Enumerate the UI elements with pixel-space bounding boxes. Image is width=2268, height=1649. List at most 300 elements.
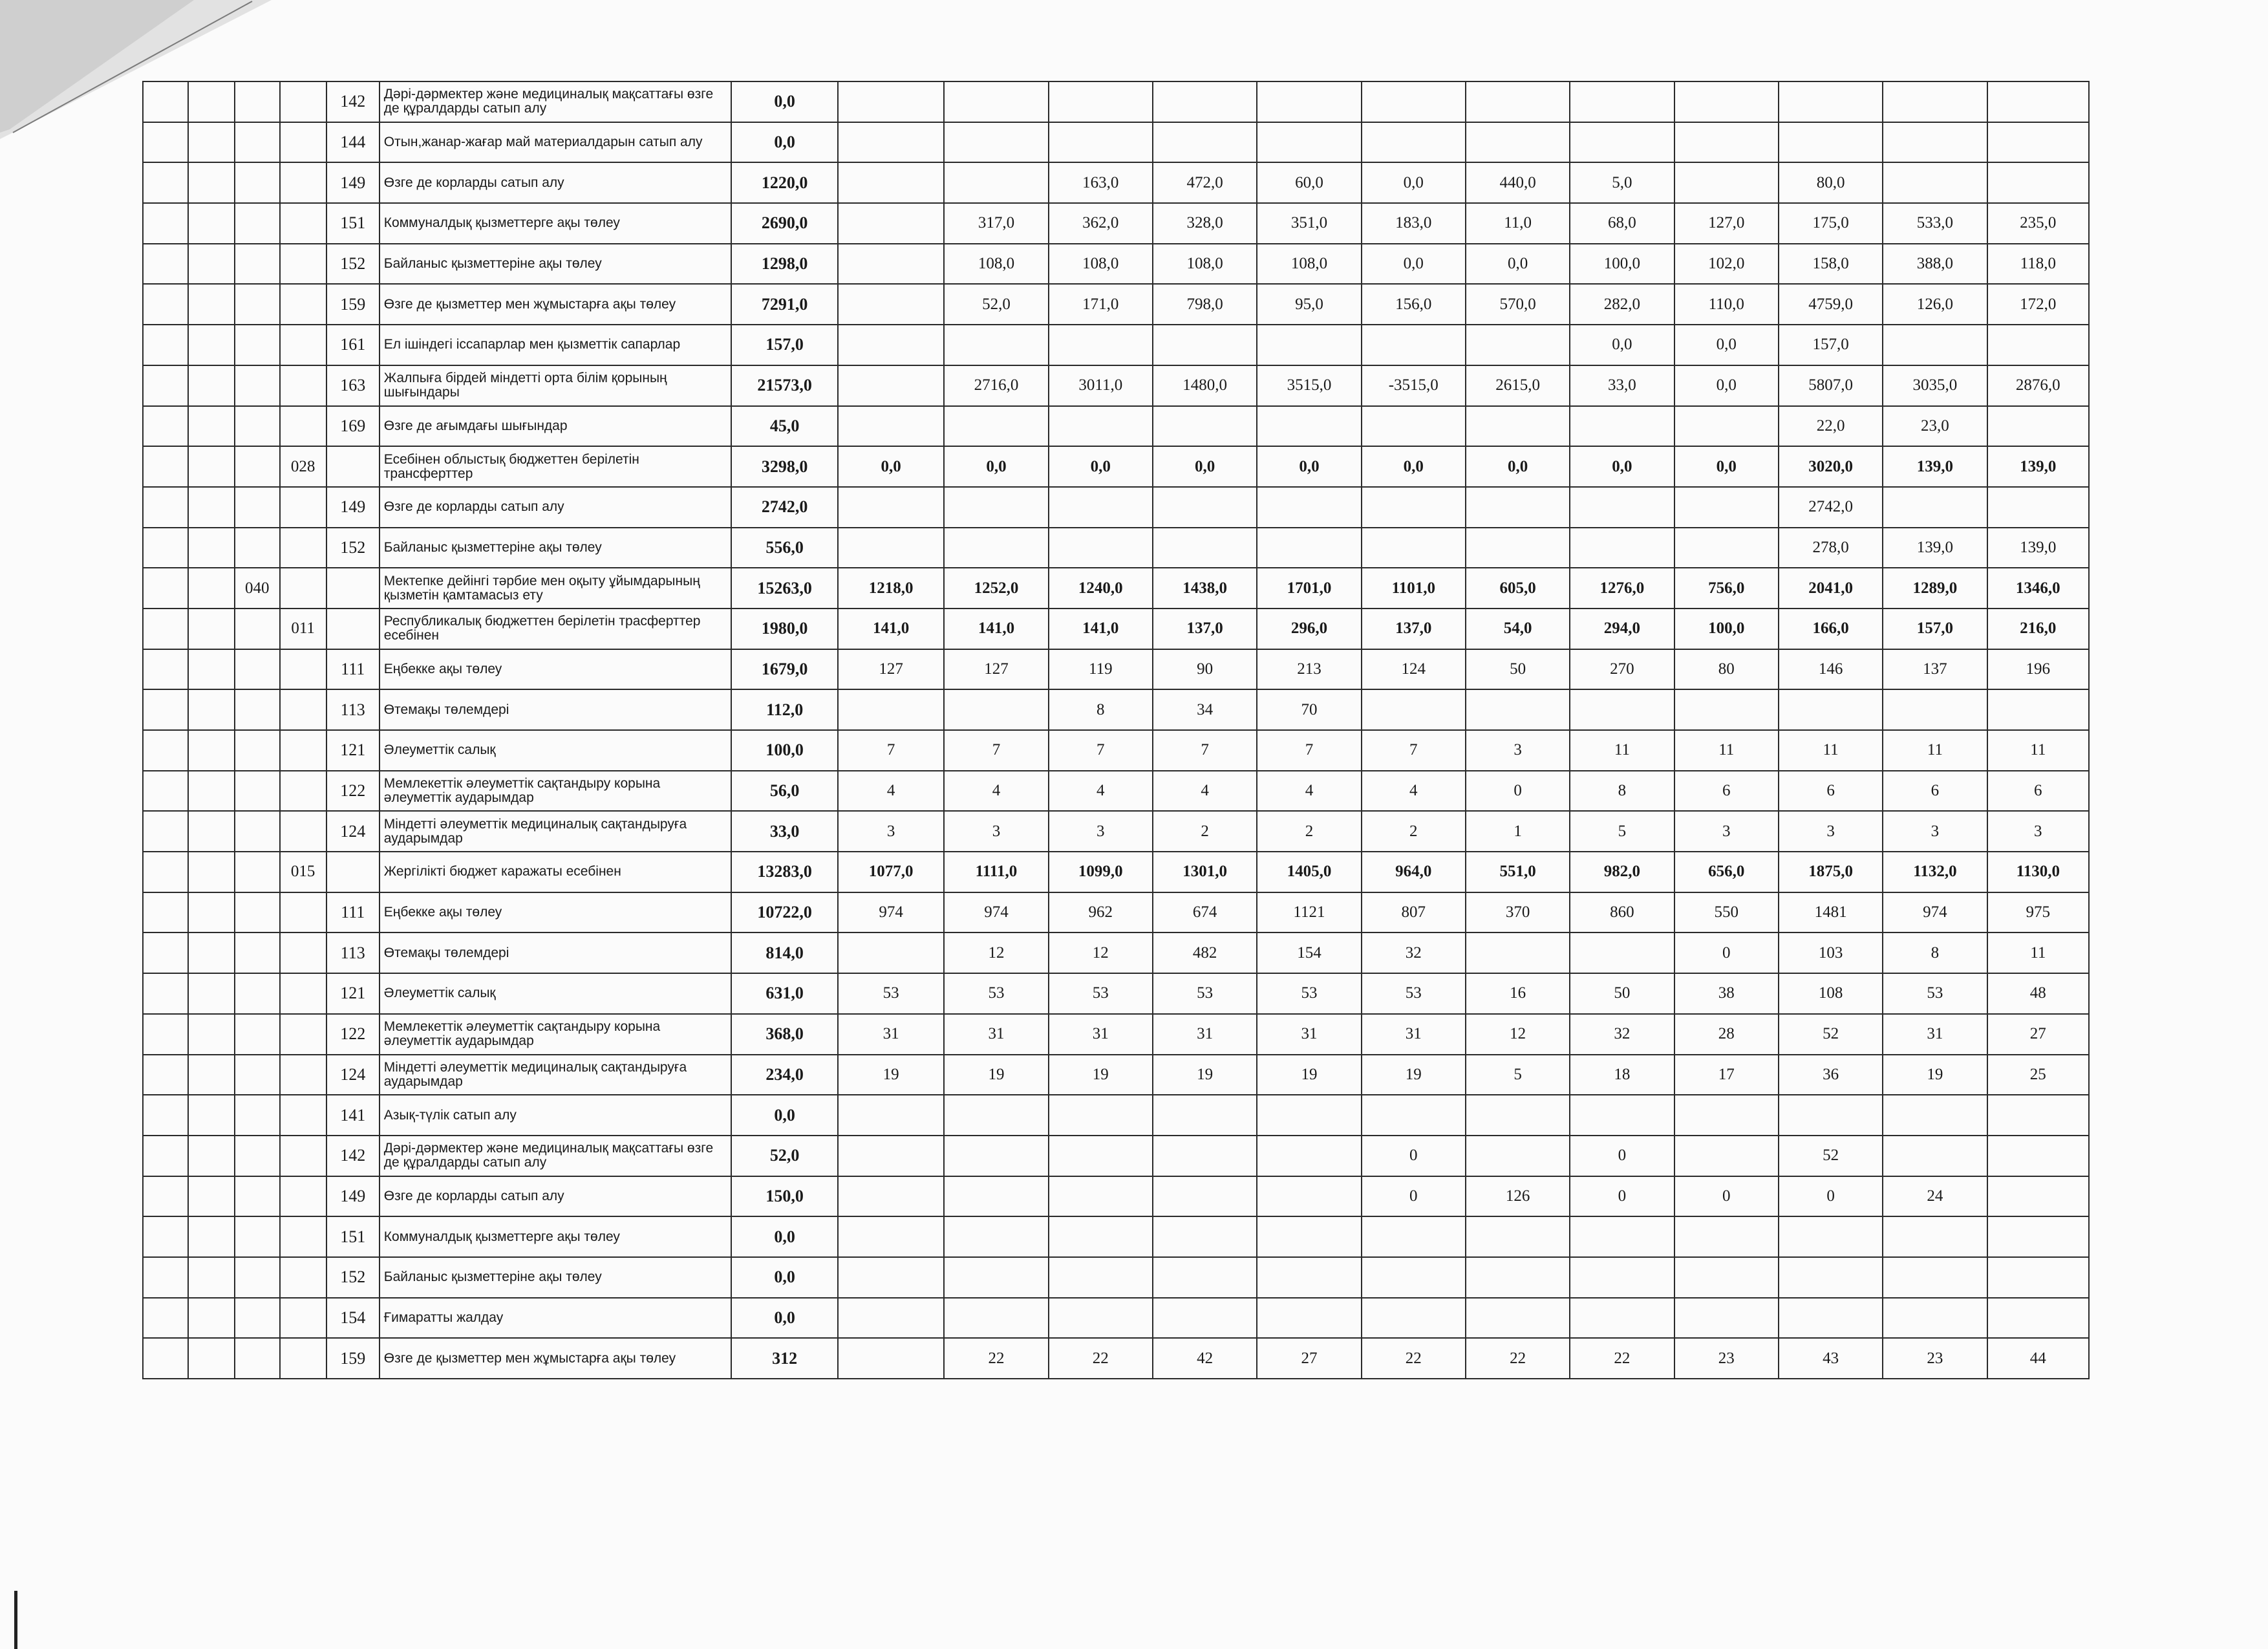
month-value-cell: 0,0 — [1674, 365, 1779, 406]
group-code-cell — [188, 811, 235, 852]
month-value-cell: 0 — [1674, 932, 1779, 973]
month-value-cell — [1049, 1257, 1153, 1298]
month-value-cell — [1674, 1298, 1779, 1339]
table-row — [143, 771, 2089, 812]
group-code-cell — [188, 203, 235, 244]
subprogram-code-cell — [280, 365, 326, 406]
item-name-cell: Еңбекке ақы төлеу — [380, 892, 732, 933]
month-value-cell: 53 — [1883, 973, 1987, 1014]
specifier-code-cell: 111 — [326, 649, 380, 690]
month-value-cell: 1480,0 — [1153, 365, 1257, 406]
month-value-cell: 166,0 — [1779, 609, 1883, 649]
month-value-cell: 3 — [838, 811, 944, 852]
group-code-cell — [188, 81, 235, 122]
total-cell: 10722,0 — [731, 892, 837, 933]
program-code-cell — [235, 1216, 280, 1257]
month-value-cell — [1362, 1095, 1466, 1136]
program-code-cell — [235, 1136, 280, 1176]
month-value-cell — [1987, 1095, 2089, 1136]
month-value-cell: 19 — [1362, 1055, 1466, 1095]
month-value-cell: 4 — [1049, 771, 1153, 812]
month-value-cell: 235,0 — [1987, 203, 2089, 244]
item-name-cell: Байланыс қызметтеріне ақы төлеу — [380, 1257, 732, 1298]
specifier-code-cell: 124 — [326, 1055, 380, 1095]
month-value-cell — [1466, 406, 1570, 447]
specifier-code-cell: 121 — [326, 730, 380, 771]
item-name-cell: Байланыс қызметтеріне ақы төлеу — [380, 528, 732, 568]
month-value-cell: 1346,0 — [1987, 568, 2089, 609]
group-code-cell — [188, 892, 235, 933]
month-value-cell — [1779, 1257, 1883, 1298]
month-value-cell: 4 — [1153, 771, 1257, 812]
month-value-cell: 1240,0 — [1049, 568, 1153, 609]
month-value-cell: 19 — [944, 1055, 1048, 1095]
month-value-cell — [1466, 1257, 1570, 1298]
month-value-cell: 12 — [944, 932, 1048, 973]
table-row — [143, 284, 2089, 325]
month-value-cell — [1049, 1298, 1153, 1339]
month-value-cell: 110,0 — [1674, 284, 1779, 325]
month-value-cell: 16 — [1466, 973, 1570, 1014]
program-code-cell — [235, 122, 280, 163]
month-value-cell — [1257, 1095, 1361, 1136]
item-name-cell: Жалпыға бірдей міндетті орта білім қорының шығындары — [380, 365, 732, 406]
month-value-cell: 118,0 — [1987, 244, 2089, 285]
month-value-cell: 3035,0 — [1883, 365, 1987, 406]
month-value-cell — [1883, 1216, 1987, 1257]
month-value-cell: 139,0 — [1883, 528, 1987, 568]
month-value-cell — [1362, 487, 1466, 528]
month-value-cell — [1153, 325, 1257, 365]
month-value-cell — [838, 1176, 944, 1217]
month-value-cell: 270 — [1570, 649, 1674, 690]
month-value-cell — [1674, 162, 1779, 203]
month-value-cell: 2876,0 — [1987, 365, 2089, 406]
month-value-cell: 982,0 — [1570, 852, 1674, 892]
month-value-cell: 22 — [944, 1338, 1048, 1379]
month-value-cell — [1153, 1176, 1257, 1217]
month-value-cell: 1481 — [1779, 892, 1883, 933]
month-value-cell: 139,0 — [1987, 528, 2089, 568]
subprogram-code-cell: 028 — [280, 446, 326, 487]
month-value-cell — [1257, 325, 1361, 365]
program-code-cell — [235, 284, 280, 325]
table-row — [143, 81, 2089, 122]
month-value-cell: 48 — [1987, 973, 2089, 1014]
month-value-cell: 0,0 — [1674, 325, 1779, 365]
month-value-cell: 0,0 — [838, 446, 944, 487]
month-value-cell — [1466, 1298, 1570, 1339]
month-value-cell: 6 — [1883, 771, 1987, 812]
blank-cell — [143, 406, 188, 447]
month-value-cell — [1987, 487, 2089, 528]
table-body — [143, 81, 2089, 1379]
month-value-cell: 4 — [1257, 771, 1361, 812]
month-value-cell: 163,0 — [1049, 162, 1153, 203]
month-value-cell — [944, 1095, 1048, 1136]
subprogram-code-cell — [280, 81, 326, 122]
month-value-cell — [1049, 122, 1153, 163]
month-value-cell: 974 — [944, 892, 1048, 933]
month-value-cell — [838, 162, 944, 203]
month-value-cell: -3515,0 — [1362, 365, 1466, 406]
month-value-cell: 8 — [1883, 932, 1987, 973]
group-code-cell — [188, 162, 235, 203]
month-value-cell — [1883, 325, 1987, 365]
month-value-cell: 12 — [1049, 932, 1153, 973]
specifier-code-cell: 151 — [326, 203, 380, 244]
total-cell: 7291,0 — [731, 284, 837, 325]
month-value-cell: 158,0 — [1779, 244, 1883, 285]
specifier-code-cell: 159 — [326, 284, 380, 325]
table-row — [143, 649, 2089, 690]
month-value-cell: 183,0 — [1362, 203, 1466, 244]
month-value-cell: 0,0 — [1153, 446, 1257, 487]
blank-cell — [143, 487, 188, 528]
month-value-cell: 296,0 — [1257, 609, 1361, 649]
month-value-cell — [1257, 1298, 1361, 1339]
month-value-cell — [944, 1257, 1048, 1298]
month-value-cell — [838, 284, 944, 325]
item-name-cell: Еңбекке ақы төлеу — [380, 649, 732, 690]
month-value-cell: 1252,0 — [944, 568, 1048, 609]
month-value-cell — [1153, 528, 1257, 568]
month-value-cell — [1883, 689, 1987, 730]
group-code-cell — [188, 244, 235, 285]
month-value-cell: 0 — [1570, 1176, 1674, 1217]
item-name-cell: Байланыс қызметтеріне ақы төлеу — [380, 244, 732, 285]
month-value-cell: 570,0 — [1466, 284, 1570, 325]
month-value-cell — [1987, 81, 2089, 122]
blank-cell — [143, 122, 188, 163]
blank-cell — [143, 446, 188, 487]
month-value-cell: 7 — [1049, 730, 1153, 771]
item-name-cell: Міндетті әлеуметтік медициналық сақтандыруға аударымдар — [380, 1055, 732, 1095]
specifier-code-cell: 111 — [326, 892, 380, 933]
item-name-cell: Ғимаратты жалдау — [380, 1298, 732, 1339]
month-value-cell: 0 — [1674, 1176, 1779, 1217]
subprogram-code-cell — [280, 649, 326, 690]
subprogram-code-cell — [280, 1136, 326, 1176]
table-row — [143, 1338, 2089, 1379]
month-value-cell: 60,0 — [1257, 162, 1361, 203]
month-value-cell: 28 — [1674, 1014, 1779, 1055]
month-value-cell — [944, 1136, 1048, 1176]
blank-cell — [143, 325, 188, 365]
blank-cell — [143, 1257, 188, 1298]
month-value-cell: 154 — [1257, 932, 1361, 973]
month-value-cell: 137,0 — [1153, 609, 1257, 649]
blank-cell — [143, 203, 188, 244]
table-row — [143, 203, 2089, 244]
table-row — [143, 1176, 2089, 1217]
subprogram-code-cell — [280, 771, 326, 812]
month-value-cell — [838, 203, 944, 244]
month-value-cell: 42 — [1153, 1338, 1257, 1379]
month-value-cell: 0,0 — [1362, 244, 1466, 285]
month-value-cell — [838, 528, 944, 568]
specifier-code-cell: 152 — [326, 244, 380, 285]
month-value-cell — [944, 122, 1048, 163]
program-code-cell — [235, 325, 280, 365]
month-value-cell: 0,0 — [1362, 446, 1466, 487]
month-value-cell: 3 — [1987, 811, 2089, 852]
month-value-cell: 27 — [1257, 1338, 1361, 1379]
item-name-cell: Есебінен облыстық бюджеттен берілетін трансферттер — [380, 446, 732, 487]
total-cell: 0,0 — [731, 1216, 837, 1257]
month-value-cell — [1570, 1216, 1674, 1257]
blank-cell — [143, 528, 188, 568]
subprogram-code-cell — [280, 1257, 326, 1298]
blank-cell — [143, 162, 188, 203]
month-value-cell: 127 — [838, 649, 944, 690]
month-value-cell — [1153, 122, 1257, 163]
total-cell: 157,0 — [731, 325, 837, 365]
month-value-cell — [838, 365, 944, 406]
table-row — [143, 973, 2089, 1014]
month-value-cell — [1570, 932, 1674, 973]
group-code-cell — [188, 1176, 235, 1217]
month-value-cell: 19 — [1153, 1055, 1257, 1095]
month-value-cell: 22 — [1570, 1338, 1674, 1379]
month-value-cell — [1153, 81, 1257, 122]
specifier-code-cell: 142 — [326, 1136, 380, 1176]
month-value-cell — [1362, 689, 1466, 730]
specifier-code-cell: 113 — [326, 932, 380, 973]
table-row — [143, 487, 2089, 528]
month-value-cell: 551,0 — [1466, 852, 1570, 892]
program-code-cell — [235, 1095, 280, 1136]
month-value-cell — [1674, 528, 1779, 568]
table-row — [143, 162, 2089, 203]
month-value-cell — [1466, 528, 1570, 568]
month-value-cell — [1466, 122, 1570, 163]
program-code-cell — [235, 244, 280, 285]
month-value-cell: 23 — [1674, 1338, 1779, 1379]
total-cell: 13283,0 — [731, 852, 837, 892]
month-value-cell: 4759,0 — [1779, 284, 1883, 325]
month-value-cell — [1987, 1176, 2089, 1217]
subprogram-code-cell — [280, 1216, 326, 1257]
month-value-cell — [1674, 689, 1779, 730]
month-value-cell: 141,0 — [838, 609, 944, 649]
blank-cell — [143, 1014, 188, 1055]
total-cell: 112,0 — [731, 689, 837, 730]
month-value-cell: 2 — [1153, 811, 1257, 852]
item-name-cell: Дәрі-дәрмектер және медициналық мақсаттағы өзге де құралдарды сатып алу — [380, 81, 732, 122]
subprogram-code-cell — [280, 284, 326, 325]
month-value-cell — [1362, 1216, 1466, 1257]
month-value-cell — [1570, 689, 1674, 730]
month-value-cell: 1289,0 — [1883, 568, 1987, 609]
item-name-cell: Өзге де қызметтер мен жұмыстарға ақы төлеу — [380, 1338, 732, 1379]
group-code-cell — [188, 568, 235, 609]
month-value-cell — [1570, 1095, 1674, 1136]
blank-cell — [143, 730, 188, 771]
month-value-cell: 3020,0 — [1779, 446, 1883, 487]
month-value-cell — [1987, 122, 2089, 163]
month-value-cell: 0 — [1779, 1176, 1883, 1217]
month-value-cell: 3 — [1779, 811, 1883, 852]
month-value-cell: 974 — [1883, 892, 1987, 933]
month-value-cell — [1779, 689, 1883, 730]
month-value-cell: 53 — [838, 973, 944, 1014]
month-value-cell: 7 — [1257, 730, 1361, 771]
month-value-cell — [1257, 1257, 1361, 1298]
month-value-cell — [1153, 406, 1257, 447]
month-value-cell — [1987, 162, 2089, 203]
month-value-cell: 1875,0 — [1779, 852, 1883, 892]
program-code-cell — [235, 162, 280, 203]
blank-cell — [143, 811, 188, 852]
group-code-cell — [188, 284, 235, 325]
month-value-cell: 0,0 — [1257, 446, 1361, 487]
item-name-cell: Жергілікті бюджет каражаты есебінен — [380, 852, 732, 892]
subprogram-code-cell — [280, 1055, 326, 1095]
month-value-cell: 0,0 — [1674, 446, 1779, 487]
month-value-cell: 1121 — [1257, 892, 1361, 933]
month-value-cell: 36 — [1779, 1055, 1883, 1095]
month-value-cell: 54,0 — [1466, 609, 1570, 649]
month-value-cell — [944, 406, 1048, 447]
month-value-cell — [1049, 1095, 1153, 1136]
subprogram-code-cell — [280, 203, 326, 244]
month-value-cell: 2 — [1362, 811, 1466, 852]
month-value-cell — [944, 1216, 1048, 1257]
month-value-cell: 2716,0 — [944, 365, 1048, 406]
month-value-cell — [1049, 1216, 1153, 1257]
month-value-cell — [944, 325, 1048, 365]
month-value-cell: 102,0 — [1674, 244, 1779, 285]
program-code-cell — [235, 1055, 280, 1095]
month-value-cell: 0 — [1362, 1136, 1466, 1176]
month-value-cell — [1049, 1176, 1153, 1217]
month-value-cell — [1257, 1216, 1361, 1257]
month-value-cell — [944, 487, 1048, 528]
month-value-cell: 80,0 — [1779, 162, 1883, 203]
month-value-cell: 11 — [1883, 730, 1987, 771]
subprogram-code-cell — [280, 932, 326, 973]
month-value-cell — [944, 81, 1048, 122]
month-value-cell: 0,0 — [1362, 162, 1466, 203]
specifier-code-cell: 152 — [326, 528, 380, 568]
month-value-cell: 33,0 — [1570, 365, 1674, 406]
month-value-cell — [1987, 1298, 2089, 1339]
month-value-cell — [1049, 487, 1153, 528]
month-value-cell — [1987, 1216, 2089, 1257]
specifier-code-cell: 149 — [326, 1176, 380, 1217]
month-value-cell: 80 — [1674, 649, 1779, 690]
month-value-cell: 70 — [1257, 689, 1361, 730]
month-value-cell — [944, 689, 1048, 730]
program-code-cell — [235, 730, 280, 771]
month-value-cell: 1438,0 — [1153, 568, 1257, 609]
month-value-cell: 52,0 — [944, 284, 1048, 325]
month-value-cell: 23 — [1883, 1338, 1987, 1379]
program-code-cell — [235, 811, 280, 852]
month-value-cell: 137 — [1883, 649, 1987, 690]
group-code-cell — [188, 406, 235, 447]
specifier-code-cell: 141 — [326, 1095, 380, 1136]
month-value-cell: 31 — [1883, 1014, 1987, 1055]
blank-cell — [143, 81, 188, 122]
specifier-code-cell: 161 — [326, 325, 380, 365]
month-value-cell: 974 — [838, 892, 944, 933]
subprogram-code-cell — [280, 1014, 326, 1055]
subprogram-code-cell — [280, 528, 326, 568]
table-row — [143, 122, 2089, 163]
month-value-cell: 31 — [944, 1014, 1048, 1055]
month-value-cell — [1779, 1216, 1883, 1257]
specifier-code-cell: 124 — [326, 811, 380, 852]
item-name-cell: Ел ішіндегі іссапарлар мен қызметтік сапарлар — [380, 325, 732, 365]
month-value-cell — [1883, 81, 1987, 122]
month-value-cell — [1779, 1298, 1883, 1339]
month-value-cell: 1077,0 — [838, 852, 944, 892]
month-value-cell — [838, 406, 944, 447]
month-value-cell — [1987, 406, 2089, 447]
month-value-cell: 52 — [1779, 1136, 1883, 1176]
group-code-cell — [188, 1298, 235, 1339]
month-value-cell — [1987, 1136, 2089, 1176]
specifier-code-cell: 152 — [326, 1257, 380, 1298]
month-value-cell: 6 — [1674, 771, 1779, 812]
month-value-cell: 31 — [1049, 1014, 1153, 1055]
group-code-cell — [188, 852, 235, 892]
month-value-cell: 1099,0 — [1049, 852, 1153, 892]
total-cell: 0,0 — [731, 81, 837, 122]
total-cell: 45,0 — [731, 406, 837, 447]
month-value-cell — [1362, 122, 1466, 163]
month-value-cell: 798,0 — [1153, 284, 1257, 325]
program-code-cell: 040 — [235, 568, 280, 609]
month-value-cell: 656,0 — [1674, 852, 1779, 892]
month-value-cell: 7 — [838, 730, 944, 771]
month-value-cell: 34 — [1153, 689, 1257, 730]
subprogram-code-cell — [280, 1298, 326, 1339]
month-value-cell — [1570, 1257, 1674, 1298]
item-name-cell: Әлеуметтік салық — [380, 730, 732, 771]
subprogram-code-cell — [280, 325, 326, 365]
month-value-cell: 103 — [1779, 932, 1883, 973]
month-value-cell: 38 — [1674, 973, 1779, 1014]
table-row — [143, 932, 2089, 973]
month-value-cell: 317,0 — [944, 203, 1048, 244]
month-value-cell: 19 — [1257, 1055, 1361, 1095]
month-value-cell: 5,0 — [1570, 162, 1674, 203]
total-cell: 21573,0 — [731, 365, 837, 406]
table-row — [143, 1014, 2089, 1055]
blank-cell — [143, 852, 188, 892]
month-value-cell — [1674, 1257, 1779, 1298]
month-value-cell: 482 — [1153, 932, 1257, 973]
subprogram-code-cell — [280, 122, 326, 163]
subprogram-code-cell — [280, 162, 326, 203]
month-value-cell: 975 — [1987, 892, 2089, 933]
month-value-cell: 124 — [1362, 649, 1466, 690]
month-value-cell — [1883, 1095, 1987, 1136]
item-name-cell: Отын,жанар-жағар май материалдарын сатып алу — [380, 122, 732, 163]
total-cell: 312 — [731, 1338, 837, 1379]
blank-cell — [143, 609, 188, 649]
month-value-cell: 27 — [1987, 1014, 2089, 1055]
total-cell: 0,0 — [731, 1298, 837, 1339]
program-code-cell — [235, 446, 280, 487]
month-value-cell: 6 — [1987, 771, 2089, 812]
month-value-cell — [1257, 528, 1361, 568]
month-value-cell: 0,0 — [1570, 446, 1674, 487]
month-value-cell: 100,0 — [1570, 244, 1674, 285]
